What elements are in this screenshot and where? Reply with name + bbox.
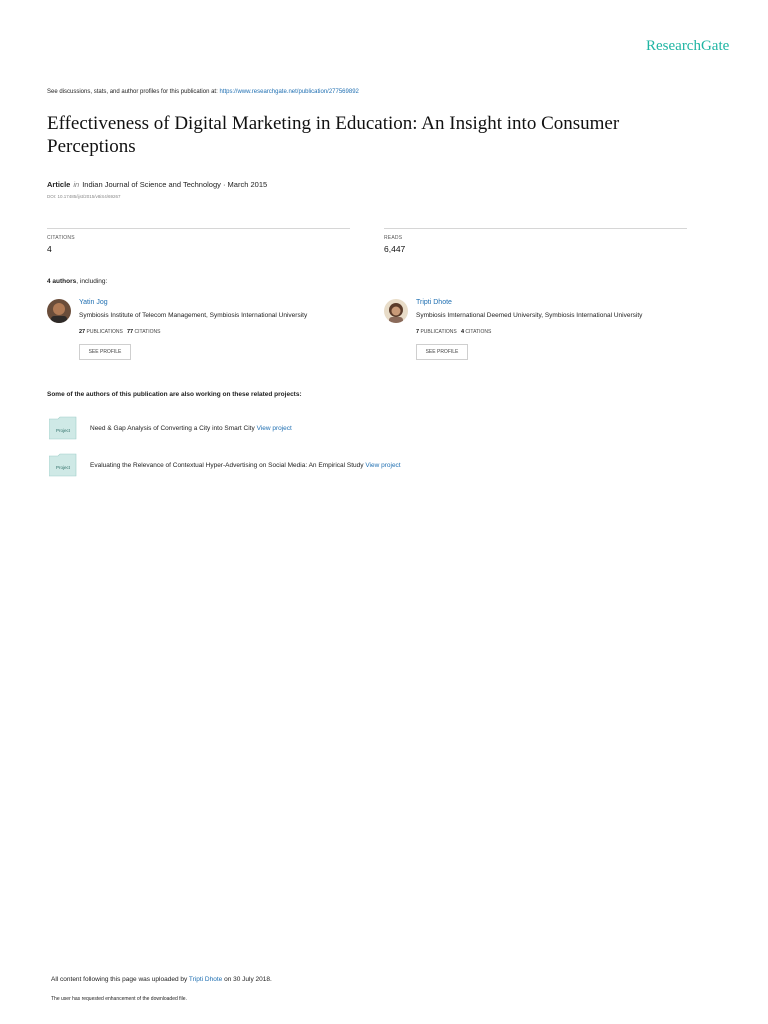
- discussion-prefix: See discussions, stats, and author profiles for this publication at:: [47, 89, 220, 95]
- author-publications-count: 27: [79, 329, 86, 335]
- author-publications-label: PUBLICATIONS: [86, 329, 123, 335]
- project-icon-label: Project: [55, 428, 71, 433]
- see-profile-button[interactable]: SEE PROFILE: [79, 344, 131, 360]
- project-folder-icon: [49, 453, 77, 477]
- publication-type: Article: [47, 180, 71, 189]
- related-projects-heading: Some of the authors of this publication are also working on these related projects:: [47, 391, 302, 398]
- publication-title: Effectiveness of Digital Marketing in Education: An Insight into Consumer Perceptions: [47, 113, 620, 157]
- citations-label: CITATIONS: [47, 235, 75, 241]
- project-icon-label: Project: [55, 465, 71, 470]
- view-project-link[interactable]: View project: [365, 462, 401, 469]
- publication-meta: [47, 180, 267, 189]
- author-name-link[interactable]: Yatin Jog: [79, 299, 108, 306]
- see-profile-button[interactable]: SEE PROFILE: [416, 344, 468, 360]
- author-affiliation: Symbiosis Institute of Telecom Management, Symbiosis International University: [79, 312, 308, 319]
- reads-divider: [384, 228, 687, 229]
- authors-count: 4 authors: [47, 278, 77, 285]
- author-stats: [416, 329, 491, 335]
- in-word: in: [73, 180, 80, 189]
- reads-value: 6,447: [384, 244, 406, 254]
- citations-value: 4: [47, 244, 52, 254]
- upload-suffix: on 30 July 2018.: [222, 976, 272, 983]
- uploader-link[interactable]: Tripti Dhote: [188, 976, 223, 983]
- view-project-link[interactable]: View project: [256, 425, 292, 432]
- avatar-photo-icon: [47, 299, 71, 323]
- author-name-link[interactable]: Tripti Dhote: [416, 299, 452, 306]
- related-project-item: [90, 425, 292, 432]
- authors-suffix: , including:: [76, 278, 108, 285]
- authors-heading: [47, 278, 107, 285]
- publication-venue: Indian Journal of Science and Technology · March 2015: [82, 180, 268, 189]
- project-folder-icon: [49, 416, 77, 440]
- publication-url-link[interactable]: https://www.researchgate.net/publication/277569892: [219, 89, 359, 95]
- author-avatar-tripti-dhote[interactable]: [384, 299, 408, 323]
- author-affiliation: Symbiosis Imternational Deemed University, Symbiosis International University: [416, 312, 643, 319]
- related-project-item: [90, 462, 401, 469]
- avatar-photo-icon: [384, 299, 408, 323]
- discussion-line: [47, 89, 359, 95]
- author-stats: [79, 329, 160, 335]
- author-avatar-yatin-jog[interactable]: [47, 299, 71, 323]
- author-citations-count: 77: [127, 329, 134, 335]
- publication-doi: DOI: 10.17485/ijst/2015/v8iS4/69267: [47, 194, 121, 199]
- enhancement-note: The user has requested enhancement of the downloaded file.: [51, 996, 187, 1002]
- project-title: Need & Gap Analysis of Converting a City into Smart City: [90, 425, 255, 432]
- researchgate-logo[interactable]: ResearchGate: [646, 38, 730, 54]
- project-title: Evaluating the Relevance of Contextual Hyper-Advertising on Social Media: An Empirical Study: [90, 462, 364, 469]
- upload-prefix: All content following this page was uploaded by: [51, 976, 189, 983]
- author-citations-label: CITATIONS: [134, 329, 161, 335]
- author-publications-label: PUBLICATIONS: [420, 329, 457, 335]
- citations-divider: [47, 228, 350, 229]
- author-citations-count: 4: [460, 329, 464, 335]
- author-publications-count: 7: [416, 329, 420, 335]
- upload-note: [51, 976, 272, 983]
- author-citations-label: CITATIONS: [465, 329, 492, 335]
- reads-label: READS: [384, 235, 403, 241]
